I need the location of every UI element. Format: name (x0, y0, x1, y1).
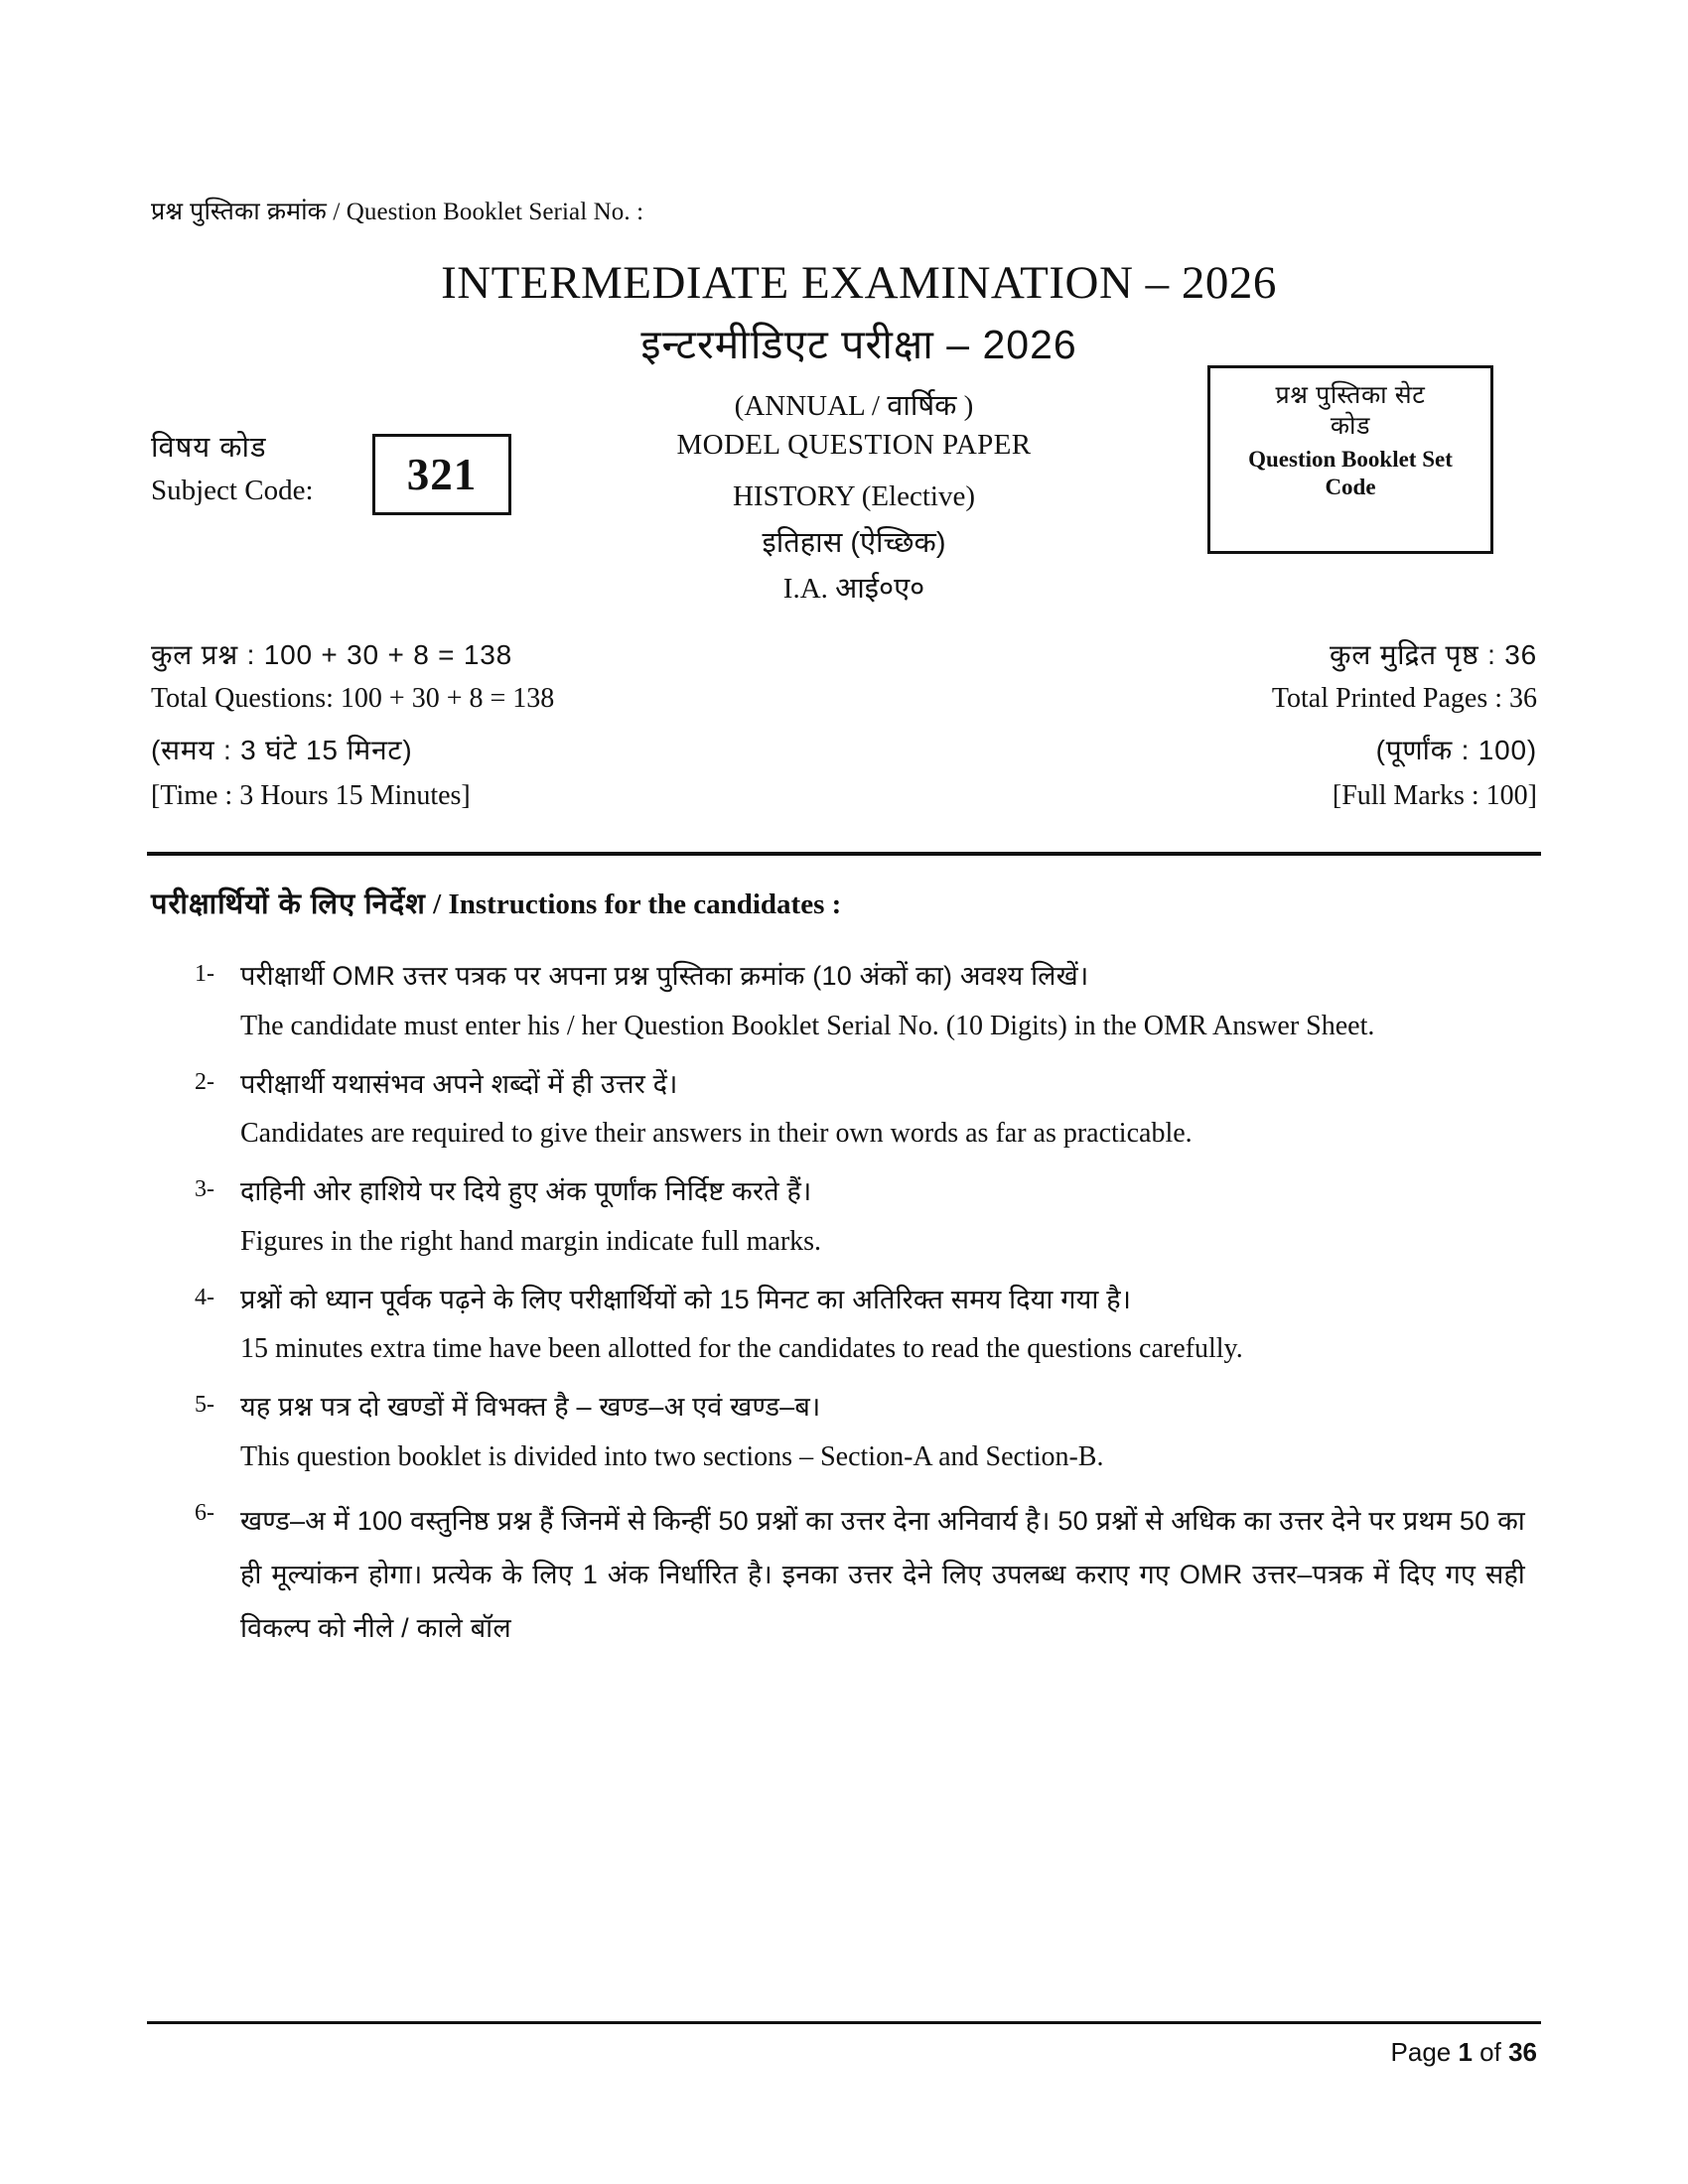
subject-code-box (372, 434, 511, 515)
page-number-footer (1391, 2037, 1537, 2068)
set-code-label-hindi (1210, 380, 1490, 442)
instruction-text-english: Candidates are required to give their answers in their own words as far as practicable. (240, 1118, 1193, 1150)
serial-label-english: Question Booklet Serial No. : (346, 199, 644, 225)
instruction-text-english: This question booklet is divided into two sections – Section-A and Section-B. (240, 1440, 1104, 1472)
instructions-heading (151, 884, 841, 922)
instruction-text-english: The candidate must enter his / her Question Booklet Serial No. (10 Digits) in the OMR Answer Sheet. (240, 1010, 1375, 1041)
serial-label-separator: / (333, 199, 341, 225)
set-code-label-hindi-line2: कोड (1330, 412, 1371, 440)
total-questions-hindi-text: कुल प्रश्न : 100 + 30 + 8 = 138 (151, 639, 513, 670)
exam-title-hindi: इन्टरमीडिएट परीक्षा – 2026 (640, 322, 1077, 367)
question-booklet-set-code-box[interactable] (1207, 365, 1493, 554)
instruction-text-hindi: दाहिनी ओर हाशिये पर दिये हुए अंक पूर्णांक निर्दिष्ट करते हैं। (240, 1176, 812, 1207)
stream-label (0, 568, 1688, 607)
subject-name-english: HISTORY (Elective) (732, 480, 976, 512)
instruction-item (195, 1494, 1525, 1655)
time-hindi (151, 731, 412, 768)
instruction-number: 5- (195, 1392, 214, 1419)
question-booklet-serial-line (151, 194, 643, 227)
set-code-label-english-line1: Question Booklet Set (1248, 447, 1453, 472)
instruction-body (240, 955, 1525, 1049)
total-questions-hindi (151, 635, 512, 673)
stream-label-hindi: आई०ए० (835, 573, 925, 605)
time-english: [Time : 3 Hours 15 Minutes] (151, 780, 471, 811)
total-printed-pages-hindi-text: कुल मुद्रित पृष्ठ : 36 (1330, 639, 1537, 670)
instruction-body (240, 1170, 1525, 1265)
full-marks-hindi-text: (पूर्णांक : 100) (1375, 735, 1537, 765)
subject-code-value: 321 (406, 450, 478, 499)
instructions-list (195, 955, 1525, 1669)
set-code-label-english-line2: Code (1325, 474, 1376, 499)
instruction-item (195, 1386, 1525, 1480)
instruction-item (195, 1279, 1525, 1373)
time-hindi-text: (समय : 3 घंटे 15 मिनट) (151, 735, 413, 765)
page-mid: of (1472, 2037, 1509, 2067)
instruction-text-english: 15 minutes extra time have been allotted for the candidates to read the questions carefully. (240, 1333, 1243, 1365)
instruction-item (195, 955, 1525, 1049)
subject-name-hindi: इतिहास (ऐच्छिक) (762, 527, 946, 559)
exam-title-english: INTERMEDIATE EXAMINATION – 2026 (441, 257, 1277, 309)
set-code-label-hindi-line1: प्रश्न पुस्तिका सेट (1275, 381, 1426, 409)
instruction-number: 4- (195, 1284, 214, 1310)
instruction-text-hindi: परीक्षार्थी OMR उत्तर पत्रक पर अपना प्रश्न पुस्तिका क्रमांक (10 अंकों का) अवश्य लिखें। (240, 961, 1089, 991)
subject-code-label-english: Subject Code: (151, 475, 314, 506)
instruction-number: 3- (195, 1176, 214, 1203)
instruction-body (240, 1279, 1525, 1373)
footer-divider (147, 2021, 1541, 2024)
instructions-heading-english: Instructions for the candidates : (448, 888, 842, 920)
instruction-item (195, 1063, 1525, 1158)
full-marks-english: [Full Marks : 100] (1332, 780, 1537, 811)
model-question-paper-label: MODEL QUESTION PAPER (676, 429, 1032, 461)
instruction-text-english: Figures in the right hand margin indicate full marks. (240, 1225, 822, 1257)
total-printed-pages-english: Total Printed Pages : 36 (1271, 683, 1537, 714)
exam-session-label: (ANNUAL / वार्षिक ) (734, 390, 974, 422)
instruction-text-hindi: खण्ड–अ में 100 वस्तुनिष्ठ प्रश्न हैं जिनमें से किन्हीं 50 प्रश्नों का उत्तर देना अनिवार्य है। 50 प्रश्नों से अधिक का उत्तर देने पर प्रथम 50 का ही मूल्यांकन होगा। प्रत्येक के लिए 1 अंक निर्धारित है। इनका उत्तर देने लिए उपलब्ध कराए गए OMR उत्तर–पत्रक में दिए गए सही विकल्प को नीले / काले बॉल (240, 1505, 1525, 1643)
instruction-text-hindi: यह प्रश्न पत्र दो खण्डों में विभक्त है – खण्ड–अ एवं खण्ड–ब। (240, 1392, 821, 1423)
total-printed-pages-hindi (1330, 635, 1537, 673)
instruction-body (240, 1063, 1525, 1158)
page-current: 1 (1458, 2037, 1473, 2067)
page-prefix: Page (1390, 2037, 1459, 2067)
instruction-text-hindi: परीक्षार्थी यथासंभव अपने शब्दों में ही उत्तर दें। (240, 1068, 678, 1099)
page-total: 36 (1508, 2037, 1537, 2067)
instructions-heading-hindi: परीक्षार्थियों के लिए निर्देश (151, 888, 426, 920)
full-marks-hindi (1376, 731, 1537, 768)
instruction-number: 6- (195, 1499, 214, 1526)
instruction-item (195, 1170, 1525, 1265)
header-divider (147, 852, 1541, 856)
instruction-body (240, 1494, 1525, 1655)
instruction-body (240, 1386, 1525, 1480)
total-questions-english: Total Questions: 100 + 30 + 8 = 138 (151, 683, 555, 714)
stream-label-english: I.A. (782, 573, 828, 605)
serial-label-hindi: प्रश्न पुस्तिका क्रमांक (151, 198, 327, 225)
instruction-text-hindi: प्रश्नों को ध्यान पूर्वक पढ़ने के लिए परीक्षार्थियों को 15 मिनट का अतिरिक्त समय दिया गया है। (240, 1284, 1132, 1314)
instruction-number: 1- (195, 961, 214, 987)
subject-code-label-hindi: विषय कोड (151, 432, 267, 464)
instruction-number: 2- (195, 1068, 214, 1095)
instructions-heading-separator: / (433, 888, 442, 920)
set-code-label-english (1210, 446, 1490, 500)
